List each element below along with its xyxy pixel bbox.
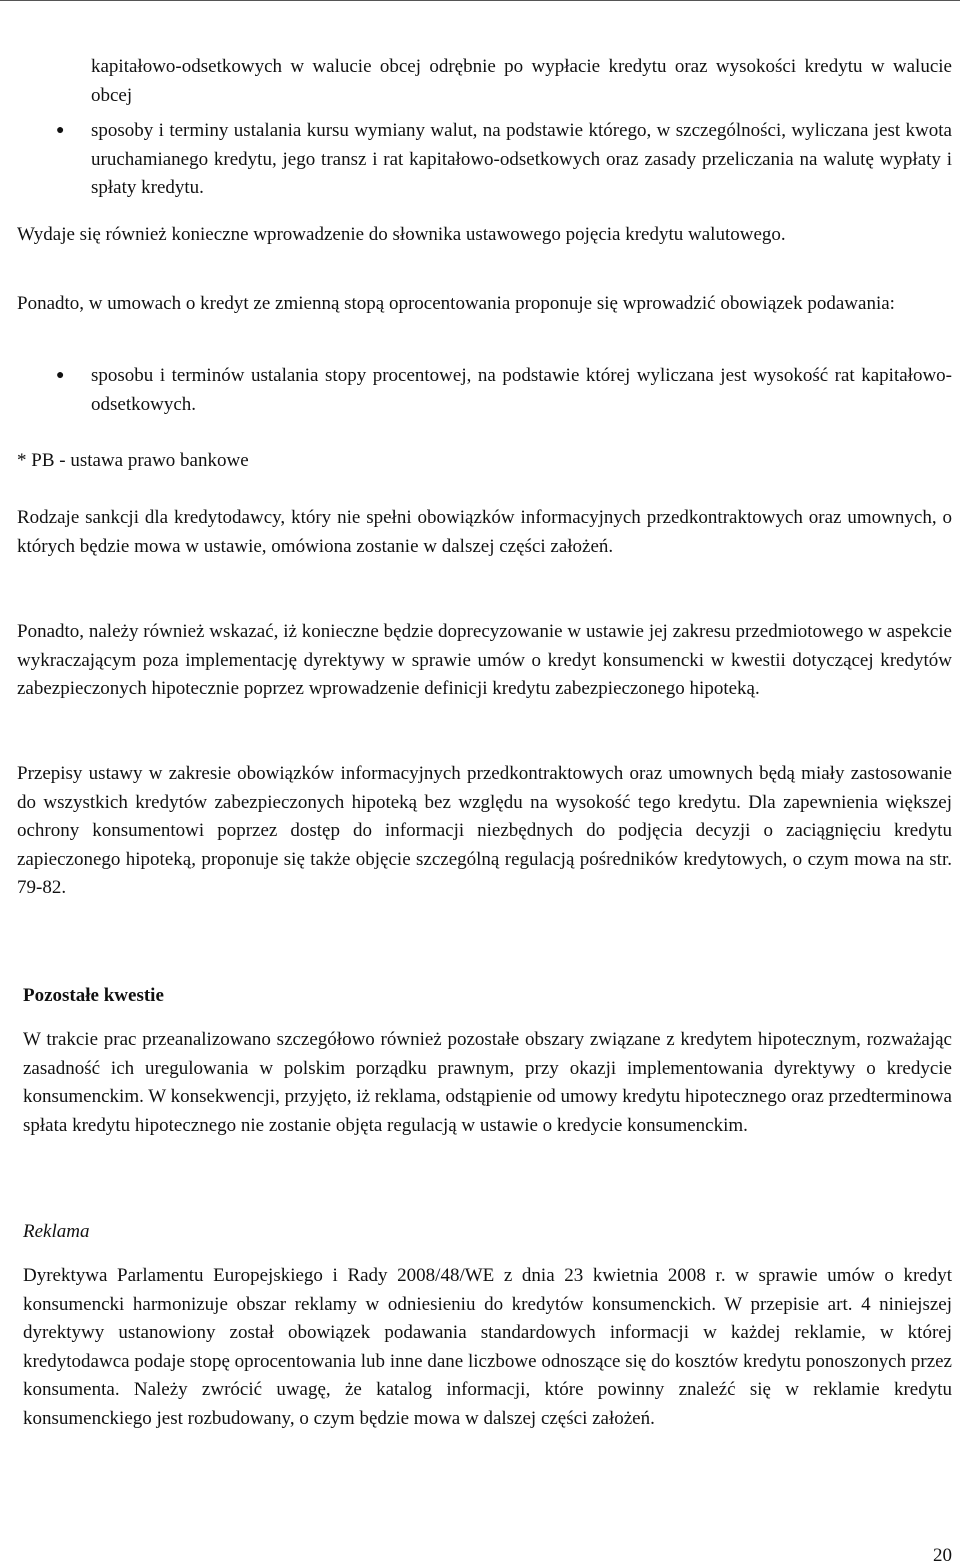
subsection-heading: Reklama [23, 1221, 90, 1242]
footnote: * PB - ustawa prawo bankowe [17, 450, 249, 471]
top-rule [0, 0, 960, 1]
paragraph: Ponadto, w umowach o kredyt ze zmienną stopą oprocentowania proponuje się wprowadzić obowiązek podawania: [17, 293, 895, 314]
paragraph: Ponadto, należy również wskazać, iż konieczne będzie doprecyzowanie w ustawie jej zakresu przedmiotowego w aspekcie wykraczającym poza implementację dyrektywy w sprawie umów o kredyt konsumencki w kwestii dotyczącej kredytów zabezpieczonych hipotecznie poprzez wprowadzenie definicji kredytu zabezpieczonego hipoteką. [17, 621, 952, 699]
bullet-icon: ● [56, 368, 65, 383]
section-heading: Pozostałe kwestie [23, 985, 164, 1006]
bullet-icon: ● [56, 123, 65, 138]
paragraph: Dyrektywa Parlamentu Europejskiego i Rady 2008/48/WE z dnia 23 kwietnia 2008 r. w sprawie umów o kredyt konsumencki harmonizuje obszar reklamy w odniesieniu do kredytów konsumenckich. W przepisie art. 4 niniejszej dyrektywy ustanowiony został obowiązek podawania standardowych informacji w każdej reklamie, w której kredytodawca podaje stopę oprocentowania lub inne dane liczbowe odnoszące się do kosztów kredytu ponoszonych przez konsumenta. Należy zwrócić uwagę, że katalog informacji, które powinny znaleźć się w reklamie kredytu konsumenckiego jest rozbudowany, o czym będzie mowa w dalszej części założeń. [23, 1265, 952, 1429]
paragraph: Rodzaje sankcji dla kredytodawcy, który nie spełni obowiązków informacyjnych przedkontraktowych oraz umownych, o których będzie mowa w ustawie, omówiona zostanie w dalszej części założeń. [17, 507, 952, 557]
page-number: 20 [933, 1545, 952, 1566]
paragraph-continuation: kapitałowo-odsetkowych w walucie obcej odrębnie po wypłacie kredytu oraz wysokości kredytu w walucie obcej [91, 56, 952, 106]
paragraph: W trakcie prac przeanalizowano szczegółowo również pozostałe obszary związane z kredytem hipotecznym, rozważając zasadność ich uregulowania w polskim porządku prawnym, przy okazji implementowania dyrektywy o kredycie konsumenckim. W konsekwencji, przyjęto, iż reklama, odstąpienie od umowy kredytu hipotecznego oraz przedterminowa spłata kredytu hipotecznego nie zostanie objęta regulacją w ustawie o kredycie konsumenckim. [23, 1029, 952, 1136]
paragraph: Wydaje się również konieczne wprowadzenie do słownika ustawowego pojęcia kredytu walutowego. [17, 224, 786, 245]
list-item: sposoby i terminy ustalania kursu wymiany walut, na podstawie którego, w szczególności, wyliczana jest kwota uruchamianego kredytu, jego transz i rat kapitałowo-odsetkowych oraz zasady przeliczania na walutę wypłaty i spłaty kredytu. [91, 120, 952, 198]
list-item: sposobu i terminów ustalania stopy procentowej, na podstawie której wyliczana jest wysokość rat kapitałowo-odsetkowych. [91, 365, 952, 415]
paragraph: Przepisy ustawy w zakresie obowiązków informacyjnych przedkontraktowych oraz umownych będą miały zastosowanie do wszystkich kredytów zabezpieczonych hipoteką bez względu na wysokość tego kredytu. Dla zapewnienia większej ochrony konsumentowi poprzez dostęp do informacji niezbędnych do podjęcia decyzji o zaciągnięciu kredytu zapieczonego hipoteką, proponuje się także objęcie szczególną regulacją pośredników kredytowych, o czym mowa na str. 79-82. [17, 763, 952, 898]
